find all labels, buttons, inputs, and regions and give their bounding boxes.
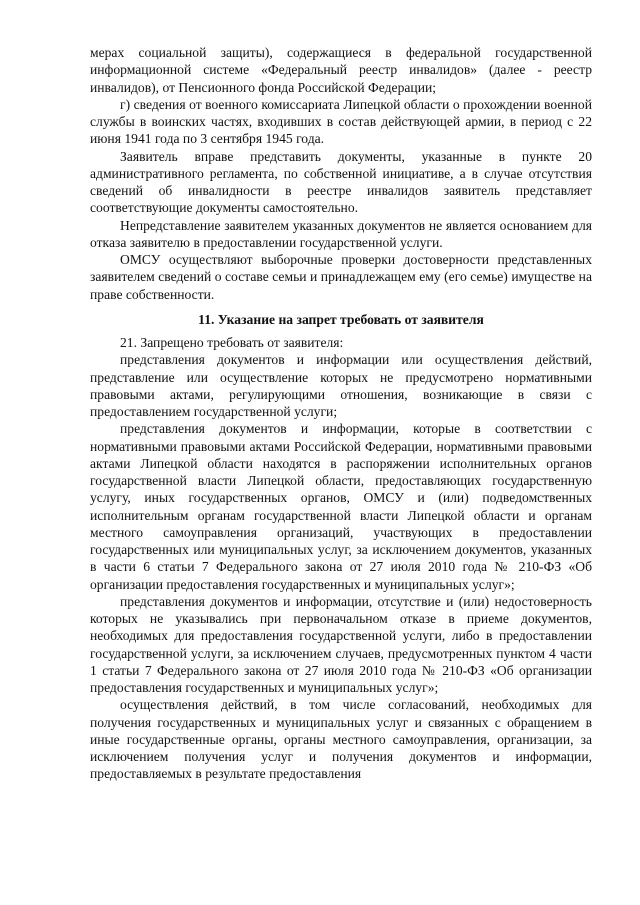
paragraph-military-info: г) сведения от военного комиссариата Липецкой области о прохождении военной службы в воинских частях, входивших в состав действующей армии, в период с 22 июня 1941 года по 3 сентября 1945 года. [90,96,592,147]
paragraph-applicant-right: Заявитель вправе представить документы, указанные в пункте 20 административного регламента, по собственной инициативе, а в случае отсутствия сведений об инвалидности в реестре инвалидов заявитель представляет соответствующие документы самостоятельно. [90,148,592,216]
paragraph-continuation: мерах социальной защиты), содержащиеся в федеральной государственной информационной системе «Федеральный реестр инвалидов» (далее - реестр инвалидов), от Пенсионного фонда Российской Федерации; [90,45,592,95]
paragraph-prohibition-1: представления документов и информации или осуществления действий, представление или осуществление которых не предусмотрено нормативными правовыми актами, регулирующими отношения, возникающие в связи с предоставлением государственной услуги; [90,352,592,419]
paragraph-omsu-checks: ОМСУ осуществляют выборочные проверки достоверности представленных заявителем сведений о составе семьи и принадлежащем ему (его семье) имуществе на праве собственности. [90,252,592,302]
paragraph-prohibition-intro: 21. Запрещено требовать от заявителя: [120,335,344,350]
paragraph-prohibition-2: представления документов и информации, которые в соответствии с нормативными правовыми актами Российской Федерации, нормативными правовыми актами Липецкой области находятся в распоряжении исполнительных органов государственной власти Липецкой области, предоставляющих государственную услугу, иных государственных органов, ОМСУ и (или) подведомственных исполнительным органам государственной власти Липецкой области и органам местного самоуправления организаций, участвующих в предоставлении государственных или муниципальных услуг, за исключением документов, указанных в части 6 статьи 7 Федерального закона от 27 июля 2010 года № 210-ФЗ «Об организации предоставления государственных и муниципальных услуг»; [90,421,592,592]
paragraph-non-submission: Непредставление заявителем указанных документов не является основанием для отказа заявителю в предоставлении государственной услуги. [90,217,592,250]
paragraph-prohibition-4: осуществления действий, в том числе согласований, необходимых для получения государственных и муниципальных услуг и связанных с обращением в иные государственные органы, органы местного самоуправления, организации, за исключением получения услуг и получения документов и информации, предоставляемых в результате предоставления [90,697,592,782]
section-heading: 11. Указание на запрет требовать от заявителя [198,311,484,327]
paragraph-prohibition-3: представления документов и информации, отсутствие и (или) недостоверность которых не указывались при первоначальном отказе в приеме документов, необходимых для предоставления государственной услуги, либо в предоставлении государственной услуги, за исключением случаев, предусмотренных пунктом 4 части 1 статьи 7 Федерального закона от 27 июля 2010 года № 210-ФЗ «Об организации предоставления государственных и муниципальных услуг»; [90,593,592,695]
document-page [90,44,592,783]
